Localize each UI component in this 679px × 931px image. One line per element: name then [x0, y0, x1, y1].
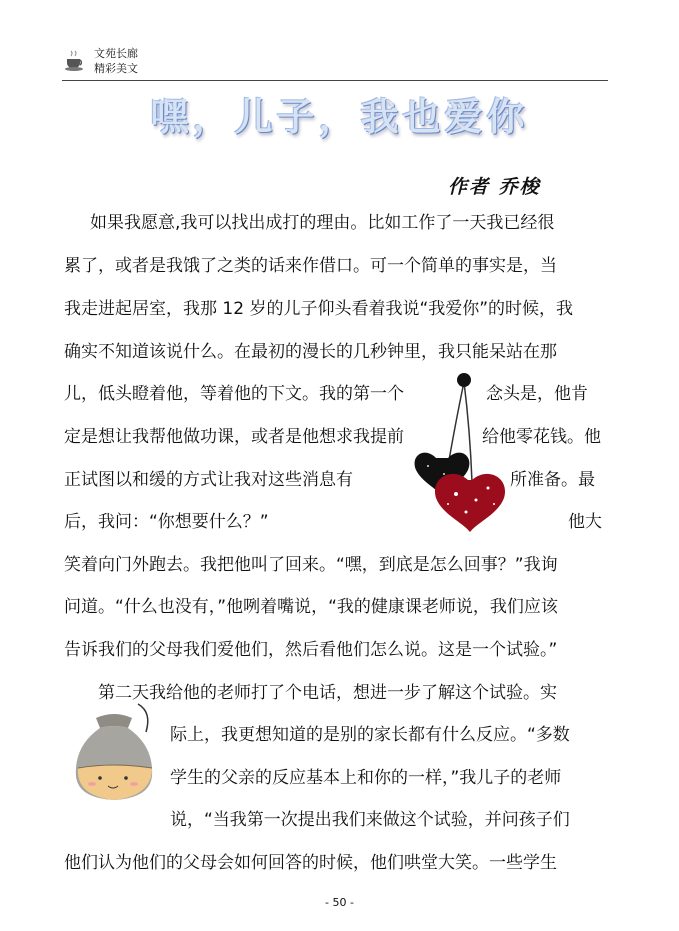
page-number: - 50 - [325, 896, 354, 909]
knitted-pouch-icon [66, 702, 162, 806]
text-line: 定是想让我帮他做功课，或者是他想求我提前 [64, 427, 404, 447]
text-line: 所准备。最 [510, 470, 595, 490]
text-line: 第二天我给他的老师打了个电话，想进一步了解这个试验。实 [98, 683, 557, 703]
text-line: 学生的父亲的反应基本上和你的一样，”我儿子的老师 [170, 768, 562, 788]
article-title: 嘿，儿子，我也爱你 [150, 95, 529, 139]
text-line: 笑着向门外跑去。我把他叫了回来。“嘿，到底是怎么回事？”我询 [64, 555, 558, 575]
text-line: 累了，或者是我饿了之类的话来作借口。可一个简单的事实是，当 [64, 256, 557, 276]
text-line: 正试图以和缓的方式让我对这些消息有 [64, 470, 353, 490]
text-line: 告诉我们的父母我们爱他们，然后看他们怎么说。这是一个试验。” [64, 640, 558, 660]
text-line: 问道。“什么也没有，”他咧着嘴说，“我的健康课老师说，我们应该 [64, 597, 558, 617]
text-line: 念头是，他肯 [486, 384, 588, 404]
text-line: 他大 [568, 512, 602, 532]
cherry-hearts-icon [408, 370, 512, 536]
header-line-2: 精彩美文 [94, 62, 138, 75]
header-line-1: 文苑长廊 [94, 47, 138, 60]
teacup-icon [64, 50, 86, 72]
text-line: 后，我问：“你想要什么？” [64, 512, 269, 532]
text-line: 他们认为他们的父母会如何回答的时候，他们哄堂大笑。一些学生 [64, 853, 557, 873]
author-line: 作者 乔梭 [448, 176, 541, 198]
page-header [62, 44, 608, 81]
text-line: 我走进起居室，我那 12 岁的儿子仰头看着我说“我爱你”的时候，我 [64, 299, 574, 319]
text-line: 儿，低头瞪着他，等着他的下文。我的第一个 [64, 384, 404, 404]
text-line: 说，“当我第一次提出我们来做这个试验，并问孩子们 [170, 810, 570, 830]
text-line: 如果我愿意,我可以找出成打的理由。比如工作了一天我已经很 [90, 213, 555, 233]
text-line: 给他零花钱。他 [482, 427, 601, 447]
text-line: 确实不知道该说什么。在最初的漫长的几秒钟里，我只能呆站在那 [64, 342, 557, 362]
text-line: 际上，我更想知道的是别的家长都有什么反应。“多数 [170, 725, 570, 745]
